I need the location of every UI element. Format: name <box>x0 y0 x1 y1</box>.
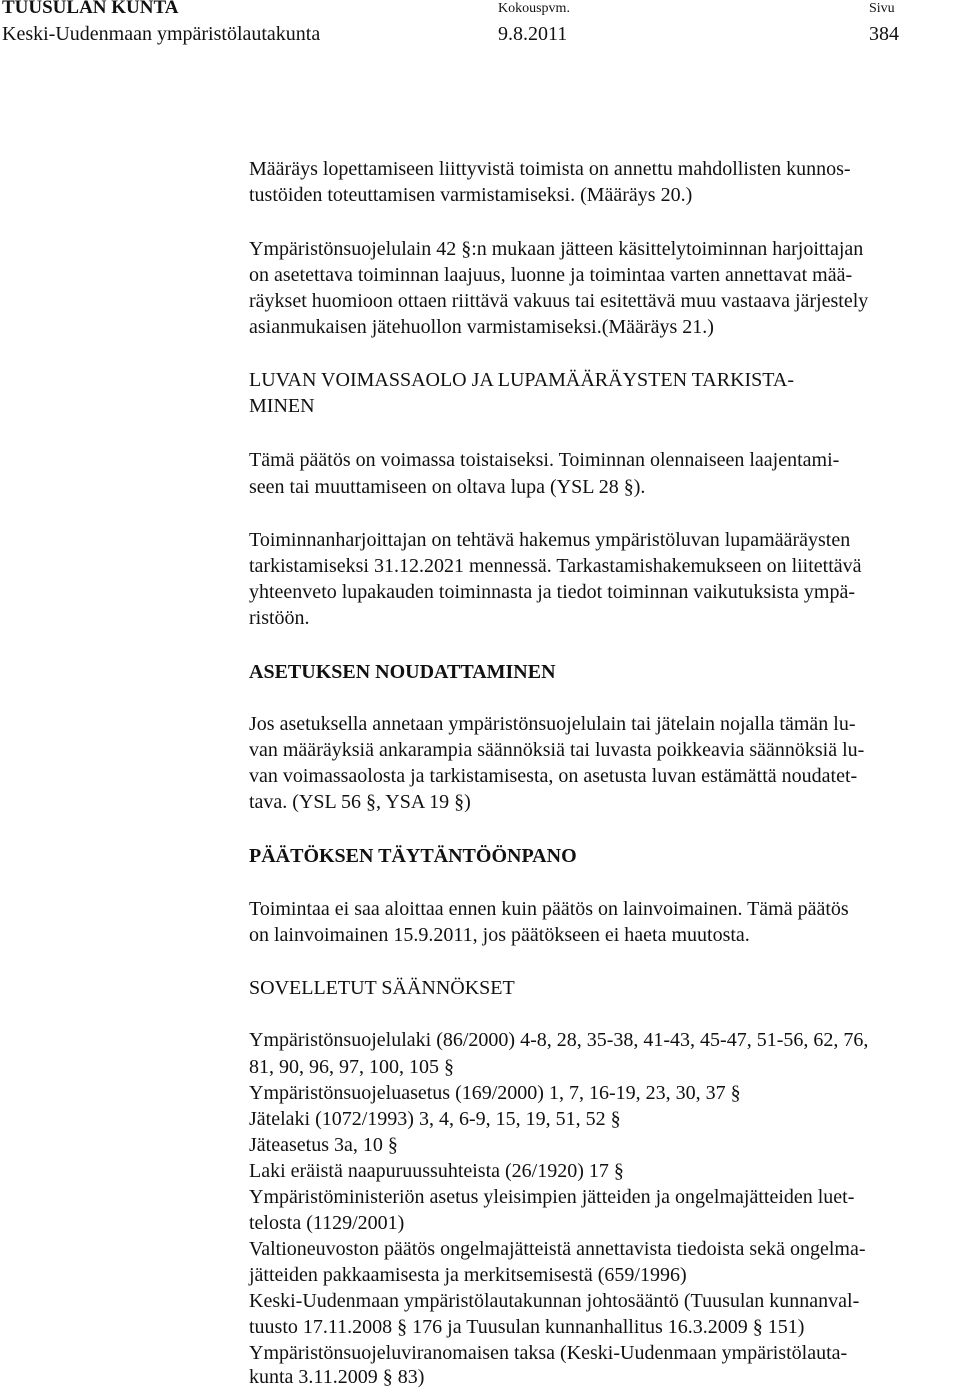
paragraph-line: on asetettava toiminnan laajuus, luonne ja toimintaa varten annettavat mää- <box>249 264 853 286</box>
paragraph-line: Tämä päätös on voimassa toistaiseksi. Toiminnan olennaiseen laajentami- <box>249 449 840 471</box>
regulation-line: tuusto 17.11.2008 § 176 ja Tuusulan kunnanhallitus 16.3.2009 § 151) <box>249 1316 805 1338</box>
meeting-date-label: Kokouspvm. <box>498 1 570 16</box>
paragraph-line: van voimassaolosta ja tarkistamisesta, on asetusta luvan estämättä noudatet- <box>249 765 858 787</box>
section-heading: PÄÄTÖKSEN TÄYTÄNTÖÖNPANO <box>249 845 577 867</box>
page-number: 384 <box>869 23 899 45</box>
committee-name: Keski-Uudenmaan ympäristölautakunta <box>2 23 321 45</box>
regulation-line: 81, 90, 96, 97, 100, 105 § <box>249 1056 454 1078</box>
page-label: Sivu <box>869 1 895 16</box>
paragraph-line: Jos asetuksella annetaan ympäristönsuojelulain tai jätelain nojalla tämän lu- <box>249 713 856 735</box>
paragraph-line: Ympäristönsuojelulain 42 §:n mukaan jätteen käsittelytoiminnan harjoittajan <box>249 238 864 260</box>
regulation-line: Ympäristönsuojeluviranomaisen taksa (Keski-Uudenmaan ympäristölauta- <box>249 1342 848 1364</box>
paragraph-line: yhteenveto lupakauden toiminnasta ja tiedot toiminnan vaikutuksista ympä- <box>249 581 855 603</box>
section-heading: MINEN <box>249 395 315 417</box>
regulation-line: Jäteasetus 3a, 10 § <box>249 1134 398 1156</box>
paragraph-line: tarkistamiseksi 31.12.2021 mennessä. Tarkastamishakemukseen on liitettävä <box>249 555 862 577</box>
regulation-line: kunta 3.11.2009 § 83) <box>249 1366 425 1388</box>
paragraph-line: seen tai muuttamiseen on oltava lupa (YSL 28 §). <box>249 476 646 498</box>
paragraph-line: asianmukaisen jätehuollon varmistamiseksi.(Määräys 21.) <box>249 316 714 338</box>
regulation-line: Laki eräistä naapuruussuhteista (26/1920) 17 § <box>249 1160 624 1182</box>
paragraph-line: tava. (YSL 56 §, YSA 19 §) <box>249 791 471 813</box>
regulation-line: jätteiden pakkaamisesta ja merkitsemisestä (659/1996) <box>249 1264 687 1286</box>
paragraph-line: on lainvoimainen 15.9.2011, jos päätökseen ei haeta muutosta. <box>249 924 750 946</box>
paragraph-line: räykset huomioon ottaen riittävä vakuus tai esitettävä muu vastaava järjestely <box>249 290 869 312</box>
regulation-line: Ympäristönsuojelulaki (86/2000) 4-8, 28, 35-38, 41-43, 45-47, 51-56, 62, 76, <box>249 1029 869 1051</box>
regulation-line: Jätelaki (1072/1993) 3, 4, 6-9, 15, 19, 51, 52 § <box>249 1108 621 1130</box>
paragraph-line: tustöiden toteuttamisen varmistamiseksi. (Määräys 20.) <box>249 184 693 206</box>
paragraph-line: Määräys lopettamiseen liittyvistä toimista on annettu mahdollisten kunnos- <box>249 158 851 180</box>
section-heading: ASETUKSEN NOUDATTAMINEN <box>249 661 556 683</box>
regulation-line: Keski-Uudenmaan ympäristölautakunnan johtosääntö (Tuusulan kunnanval- <box>249 1290 860 1312</box>
section-heading: SOVELLETUT SÄÄNNÖKSET <box>249 977 515 999</box>
regulation-line: telosta (1129/2001) <box>249 1212 405 1234</box>
paragraph-line: Toiminnanharjoittajan on tehtävä hakemus ympäristöluvan lupamääräysten <box>249 529 851 551</box>
paragraph-line: ristöön. <box>249 607 310 629</box>
section-heading: LUVAN VOIMASSAOLO JA LUPAMÄÄRÄYSTEN TARKISTA- <box>249 369 795 391</box>
regulation-line: Ympäristöministeriön asetus yleisimpien jätteiden ja ongelmajätteiden luet- <box>249 1186 855 1208</box>
paragraph-line: van määräyksiä ankarampia säännöksiä tai luvasta poikkeavia säännöksiä lu- <box>249 739 865 761</box>
organization-name: TUUSULAN KUNTA <box>2 0 179 18</box>
paragraph-line: Toimintaa ei saa aloittaa ennen kuin päätös on lainvoimainen. Tämä päätös <box>249 898 849 920</box>
regulation-line: Valtioneuvoston päätös ongelmajätteistä annettavista tiedoista sekä ongelma- <box>249 1238 866 1260</box>
meeting-date: 9.8.2011 <box>498 23 568 45</box>
regulation-line: Ympäristönsuojeluasetus (169/2000) 1, 7, 16-19, 23, 30, 37 § <box>249 1082 741 1104</box>
